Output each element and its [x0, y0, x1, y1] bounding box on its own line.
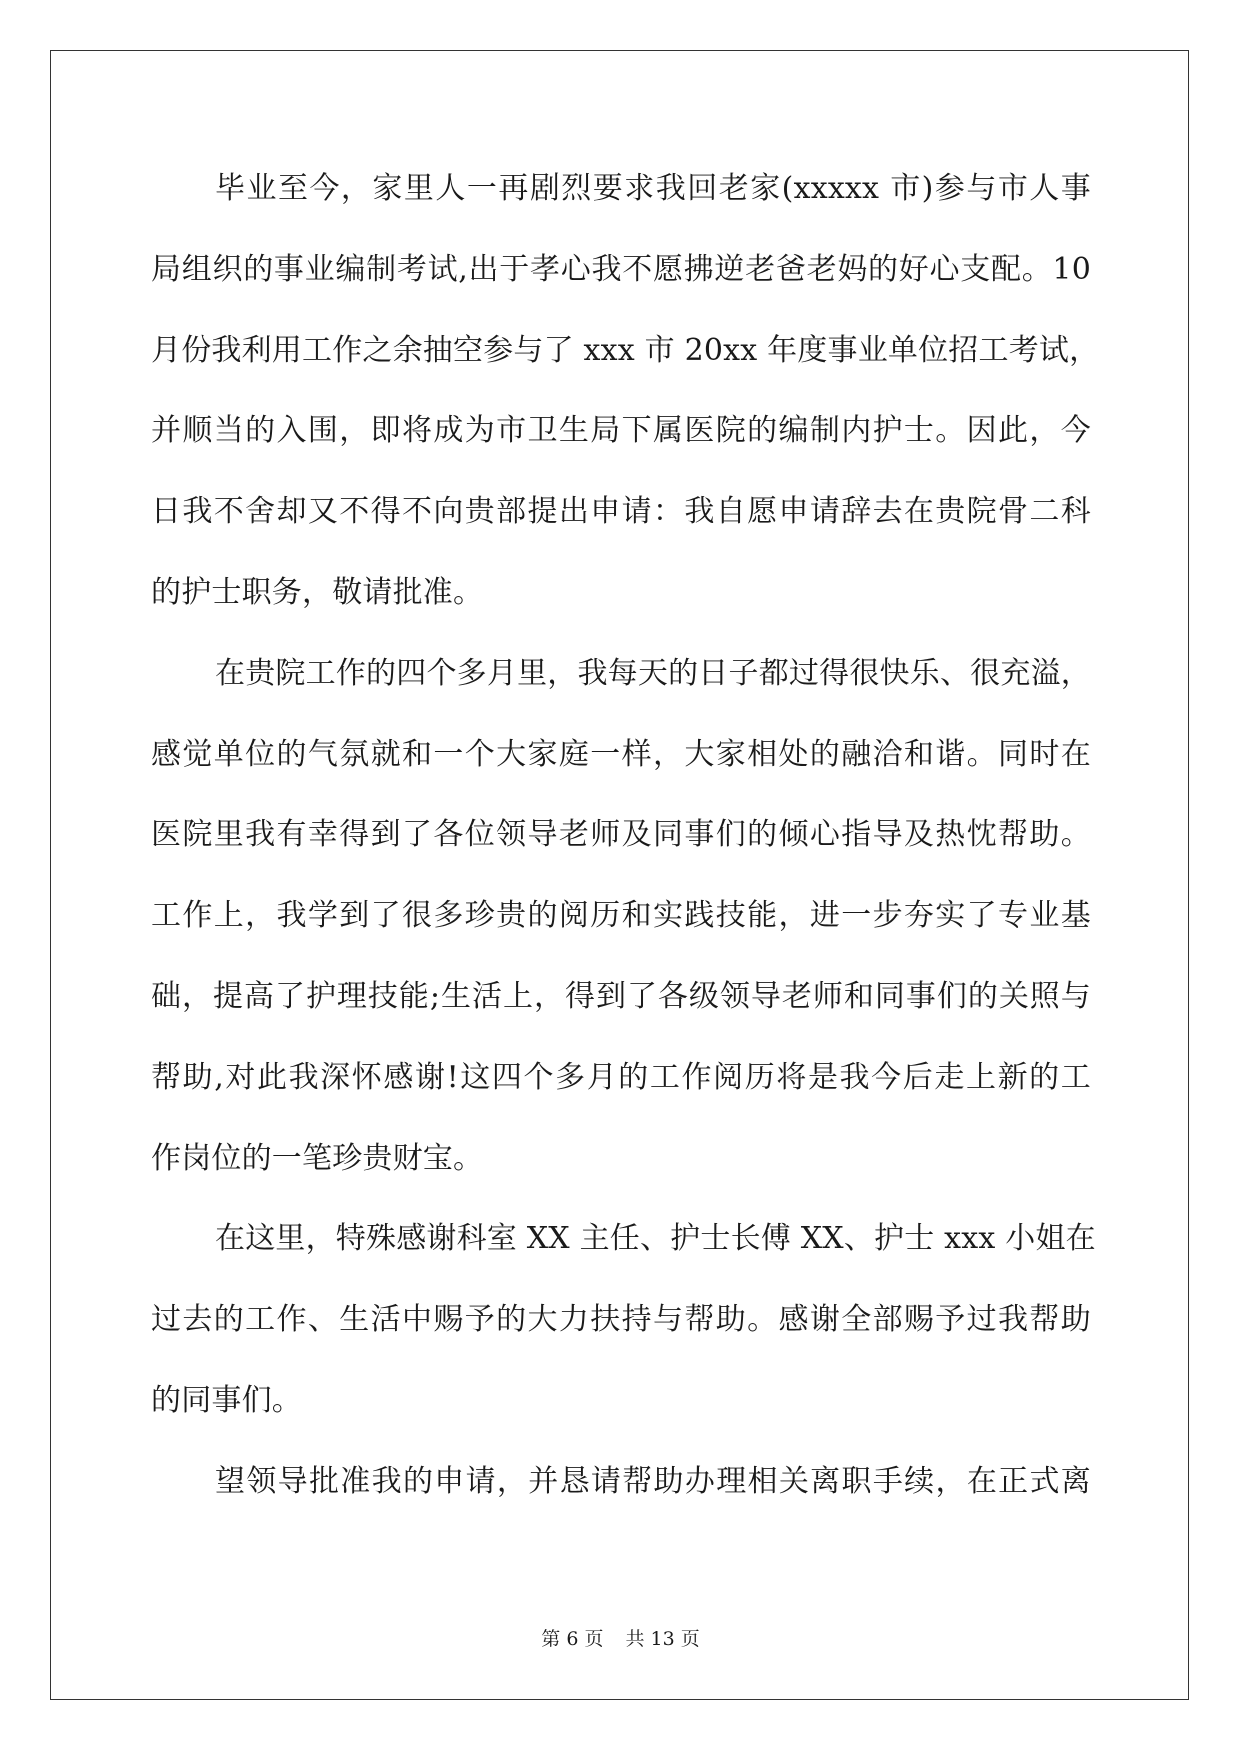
page-footer [0, 1627, 1241, 1651]
body-line: 作岗位的一笔珍贵财宝。 [151, 1140, 484, 1176]
body-line: 并顺当的入围，即将成为市卫生局下属医院的编制内护士。因此，今 [151, 413, 1091, 449]
body-line: 的同事们。 [151, 1382, 302, 1418]
body-line: 工作上，我学到了很多珍贵的阅历和实践技能，进一步夯实了专业基 [151, 898, 1091, 934]
body-line: 局组织的事业编制考试,出于孝心我不愿拂逆老爸老妈的好心支配。10 [151, 251, 1091, 287]
body-line: 过去的工作、生活中赐予的大力扶持与帮助。感谢全部赐予过我帮助 [151, 1302, 1091, 1338]
body-line: 在贵院工作的四个多月里，我每天的日子都过得很快乐、很充溢， [215, 655, 1091, 691]
body-line: 础，提高了护理技能;生活上，得到了各级领导老师和同事们的关照与 [151, 978, 1091, 1014]
body-line: 月份我利用工作之余抽空参与了 xxx 市 20xx 年度事业单位招工考试， [151, 332, 1100, 368]
page-number: 第 6 页 [541, 1628, 604, 1650]
body-line: 感觉单位的气氛就和一个大家庭一样，大家相处的融洽和谐。同时在 [151, 736, 1091, 772]
body-line: 望领导批准我的申请，并恳请帮助办理相关离职手续，在正式离 [215, 1463, 1091, 1499]
page-total: 共 13 页 [625, 1628, 700, 1650]
document-body [151, 164, 1100, 1538]
body-line: 帮助,对此我深怀感谢!这四个多月的工作阅历将是我今后走上新的工 [151, 1059, 1091, 1095]
body-line: 日我不舍却又不得不向贵部提出申请：我自愿申请辞去在贵院骨二科 [151, 494, 1091, 530]
body-line: 在这里，特殊感谢科室 XX 主任、护士长傅 XX、护士 xxx 小姐在 [215, 1221, 1096, 1257]
body-line: 毕业至今，家里人一再剧烈要求我回老家(xxxxx 市)参与市人事 [215, 171, 1091, 206]
body-line: 医院里我有幸得到了各位领导老师及同事们的倾心指导及热忱帮助。 [151, 817, 1091, 853]
body-line: 的护士职务，敬请批准。 [151, 574, 484, 610]
